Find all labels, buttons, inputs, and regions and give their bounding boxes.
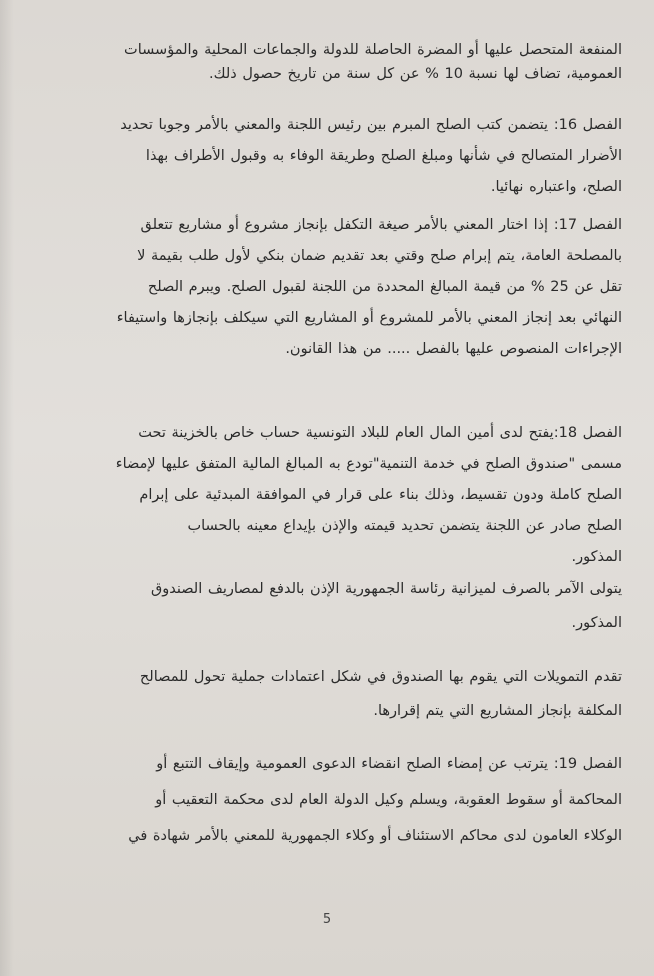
text-line: الأضرار المتصالح في شأنها ومبلغ الصلح وطريقة الوفاء به وقبول الأطراف بهذا [145, 148, 622, 164]
text-line: الإجراءات المنصوص عليها بالفصل ..... من هذا القانون. [285, 341, 622, 357]
paragraph-fund-financing [28, 660, 622, 728]
page-edge-shadow [0, 0, 14, 976]
article-16 [28, 110, 622, 203]
text-line: مسمى "صندوق الصلح في خدمة التنمية"تودع به المبالغ المالية المتفق عليها لإمضاء [115, 456, 622, 472]
text-line: الفصل 16: يتضمن كتب الصلح المبرم بين رئيس اللجنة والمعني بالأمر وجوبا تحديد [120, 117, 622, 133]
text-line: النهائي بعد إنجاز المعني بالأمر للمشروع أو المشاريع التي سيكلف بإنجازها واستيفاء [116, 310, 622, 326]
text-line: الصلح، واعتباره نهائيا. [490, 179, 622, 195]
text-line: بالمصلحة العامة، يتم إبرام صلح وقتي بعد تقديم ضمان بنكي لأول طلب بقيمة لا [137, 248, 622, 264]
text-line: المنفعة المتحصل عليها أو المضرة الحاصلة للدولة والجماعات المحلية والمؤسسات [124, 42, 622, 58]
text-line: المذكور. [571, 549, 622, 565]
article-17 [28, 210, 622, 365]
text-line: تقدم التمويلات التي يقوم بها الصندوق في شكل اعتمادات جملية تحول للمصالح [139, 669, 622, 685]
paragraph-continuation [28, 38, 622, 86]
text-line: الوكلاء العامون لدى محاكم الاستئناف أو وكلاء الجمهورية للمعني بالأمر شهادة في [128, 828, 622, 844]
text-line: الصلح كاملة ودون تقسيط، وذلك بناء على قرار في الموافقة المبدئية على إبرام [139, 487, 622, 503]
text-line: المذكور. [571, 615, 622, 631]
article-18 [28, 418, 622, 573]
text-line: المحاكمة أو سقوط العقوبة، ويسلم وكيل الدولة العام لدى محكمة التعقيب أو [155, 792, 622, 808]
text-line: يتولى الآمر بالصرف لميزانية رئاسة الجمهورية الإذن بالدفع لمصاريف الصندوق [150, 581, 622, 597]
text-line: الفصل 19: يترتب عن إمضاء الصلح انقضاء الدعوى العمومية وإيقاف التتبع أو [156, 756, 622, 772]
text-line: الفصل 17: إذا اختار المعني بالأمر صيغة التكفل بإنجاز مشروع أو مشاريع تتعلق [140, 217, 622, 233]
text-line: الصلح صادر عن اللجنة يتضمن تحديد قيمته والإذن بإيداع معينه بالحساب [187, 518, 622, 534]
text-line: تقل عن 25 % من قيمة المبالغ المحددة من اللجنة لقبول الصلح. ويبرم الصلح [147, 279, 622, 295]
paragraph-fund-payment [28, 572, 622, 640]
text-line: العمومية، تضاف لها نسبة 10 % عن كل سنة من تاريخ حصول ذلك. [209, 66, 622, 82]
text-line: الفصل 18:يفتح لدى أمين المال العام للبلاد التونسية حساب خاص بالخزينة تحت [138, 425, 622, 441]
text-line: المكلفة بإنجاز المشاريع التي يتم إقرارها. [373, 703, 622, 719]
article-19 [28, 746, 622, 854]
page-number: 5 [322, 912, 332, 927]
